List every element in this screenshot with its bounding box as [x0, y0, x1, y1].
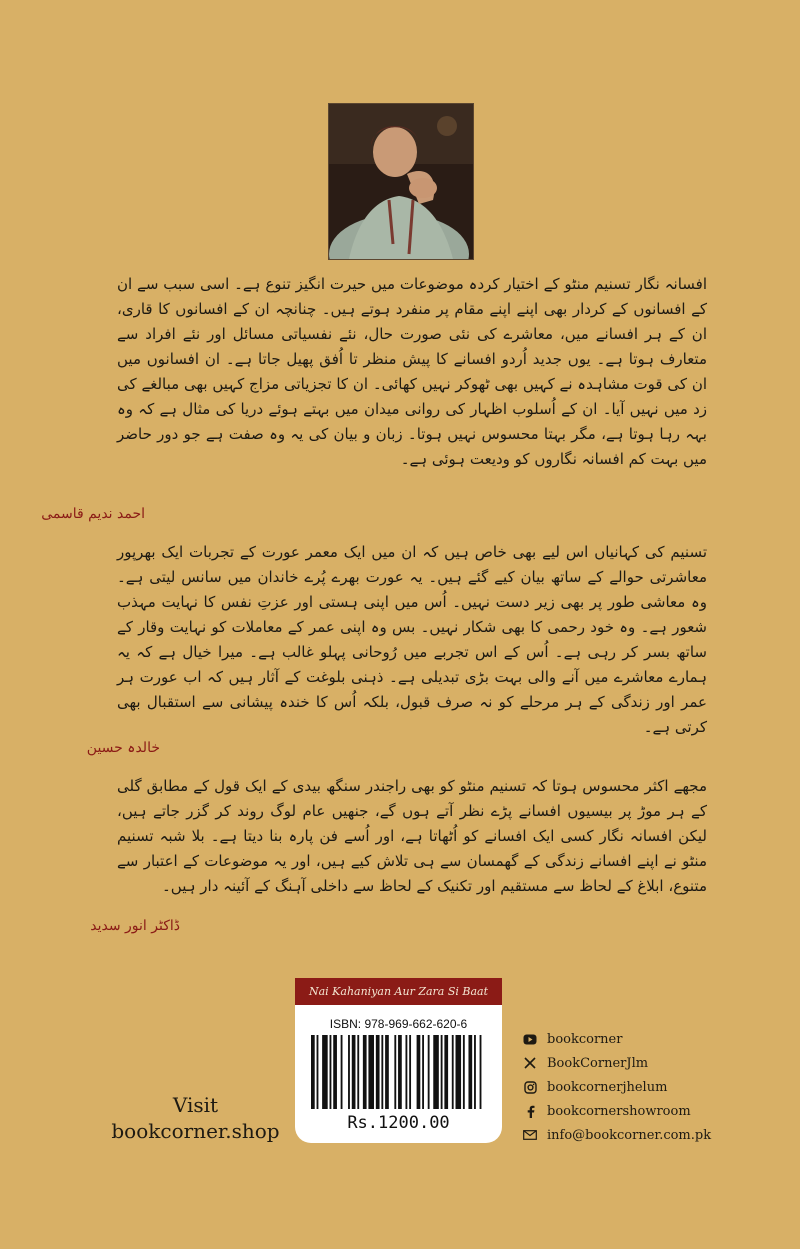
social-email[interactable]: [523, 1123, 753, 1147]
barcode-bar: [409, 1035, 411, 1109]
visit-url[interactable]: bookcorner.shop: [111, 1119, 280, 1143]
barcode-bar: [405, 1035, 407, 1109]
review-text-1: افسانہ نگار تسنیم منٹو کے اختیار کردہ موضوعات میں حیرت انگیز تنوع ہے۔ اسی سبب سے ان کے افسانوں کے کردار بھی اپنے اپنے مقام پر منفرد ہوتے ہیں۔ چنانچہ ان کے افسانوں کا قاری، ان کے ہر افسانے میں، معاشرے کی نئی صورت حال، نئے نفسیاتی مسائل اور نئے افراد سے متعارف ہوتا ہے۔ یوں جدید اُردو افسانے کا پیش منظر تا اُفق پھیل جاتا ہے۔ ان افسانوں میں ان کی قوت مشاہدہ نے کہیں بھی ٹھوکر نہیں کھائی۔ ان کا تجزیاتی مزاج کہیں بھی مبالغے کی زد میں نہیں آیا۔ ان کے اُسلوب اظہار کی روانی میدان میں بہتے ہوئے دریا کی مثال ہے کہ وہ بہہ رہا ہوتا ہے، مگر بہتا محسوس نہیں ہوتا۔ زبان و بیان کی یہ وہ صفت ہے جو دور حاضر میں بہت کم افسانہ نگاروں کو ودیعت ہوئی ہے۔: [117, 275, 707, 468]
book-title-band: Nai Kahaniyan Aur Zara Si Baat: [295, 978, 502, 1005]
price-label: Rs.1200.00: [347, 1113, 450, 1133]
barcode-bar: [441, 1035, 443, 1109]
barcode-bar: [474, 1035, 476, 1109]
barcode-bar: [376, 1035, 380, 1109]
barcode-bar: [428, 1035, 430, 1109]
social-youtube[interactable]: [523, 1027, 753, 1051]
barcode-bar: [341, 1035, 343, 1109]
barcode-bar: [480, 1035, 482, 1109]
youtube-icon: [523, 1032, 537, 1046]
social-links: [523, 1027, 753, 1147]
social-label-facebook: bookcornershowroom: [547, 1103, 691, 1119]
social-label-youtube: bookcorner: [547, 1031, 623, 1047]
author-photo: [328, 103, 474, 260]
barcode-bar: [398, 1035, 402, 1109]
barcode-bar: [444, 1035, 448, 1109]
instagram-icon: [523, 1080, 537, 1094]
barcode-bar: [317, 1035, 319, 1109]
x-icon: [523, 1056, 537, 1070]
barcode-bar: [422, 1035, 424, 1109]
review-text-3: مجھے اکثر محسوس ہوتا کہ تسنیم منٹو کو بھی راجندر سنگھ بیدی کے ایک قول کے مطابق گلی کے ہر موڑ پر بیسیوں افسانے پڑے نظر آتے ہوں گے، جنھیں عام لوگ روند کر گزر جاتے ہیں، لیکن افسانہ نگار کسی ایک افسانے کو اُٹھاتا ہے، اور اُسے فن پارہ بنا دیتا ہے۔ بلا شبہ تسنیم منٹو نے اپنے افسانے زندگی کے گھمسان سے ہی تلاش کیے ہیں، اور یہ موضوعات کے اعتبار سے متنوع، ابلاغ کے لحاظ سے مستقیم اور تکنیک کے لحاظ سے داخلی آہنگ کے آئینہ دار ہیں۔: [117, 777, 707, 895]
social-label-instagram: bookcornerjhelum: [547, 1079, 668, 1095]
barcode-bar: [311, 1035, 315, 1109]
mail-icon: [523, 1128, 537, 1142]
barcode-bar: [348, 1035, 350, 1109]
social-x[interactable]: [523, 1051, 753, 1075]
barcode-bar: [433, 1035, 439, 1109]
barcode-bar: [352, 1035, 356, 1109]
visit-block: [108, 1092, 283, 1144]
barcode-bar: [357, 1035, 359, 1109]
barcode-bar: [394, 1035, 396, 1109]
barcode-bar: [322, 1035, 328, 1109]
barcode-bar: [417, 1035, 421, 1109]
facebook-icon: [523, 1104, 537, 1118]
review-author-1: احمد ندیم قاسمی: [41, 506, 145, 522]
barcode-bar: [381, 1035, 383, 1109]
barcode-bar: [468, 1035, 472, 1109]
review-text-2: تسنیم کی کہانیاں اس لیے بھی خاص ہیں کہ ان میں ایک معمر عورت کے تجربات ایک بھرپور معاشرتی حوالے کے ساتھ بیان کیے گئے ہیں۔ یہ عورت بھرے پُرے خاندان میں سانس لیتی ہے۔ وہ معاشی طور پر بھی زیر دست نہیں۔ اُس میں اپنی ہستی اور عزتِ نفس کا نہایت مہذب شعور ہے۔ وہ خود رحمی کا بھی شکار نہیں۔ بس وہ اپنی عمر کے معاملات کو نہایت وقار کے ساتھ بسر کر رہی ہے۔ اُس کے اس تجربے میں رُوحانی پہلو غالب ہے۔ میرا خیال ہے کہ یہ ہمارے معاشرے میں آنے والی بہت بڑی تبدیلی ہے۔ ذہنی بلوغت کے آثار ہیں کہ اب عورت ہر عمر اور زندگی کے ہر مرحلے کو نہ صرف قبول، بلکہ اُس کا خندہ پیشانی سے استقبال بھی کرتی ہے۔: [117, 543, 707, 736]
review-author-2: خالدہ حسین: [86, 740, 160, 756]
social-label-x: BookCornerJlm: [547, 1055, 649, 1071]
barcode-bar: [333, 1035, 337, 1109]
barcode-bar: [463, 1035, 465, 1109]
barcode-bar: [330, 1035, 332, 1109]
barcode-bar: [456, 1035, 462, 1109]
social-facebook[interactable]: [523, 1099, 753, 1123]
barcode-card: [295, 1005, 502, 1143]
isbn-label: ISBN: 978-969-662-620-6: [329, 1017, 468, 1031]
visit-label: Visit: [172, 1093, 219, 1117]
barcode-bar: [452, 1035, 454, 1109]
barcode-bar: [363, 1035, 367, 1109]
barcode-bar: [368, 1035, 374, 1109]
social-instagram[interactable]: [523, 1075, 753, 1099]
social-label-email: info@bookcorner.com.pk: [547, 1127, 712, 1143]
barcode: [311, 1035, 487, 1109]
barcode-bar: [385, 1035, 389, 1109]
review-author-3: ڈاکٹر انور سدید: [90, 918, 180, 934]
